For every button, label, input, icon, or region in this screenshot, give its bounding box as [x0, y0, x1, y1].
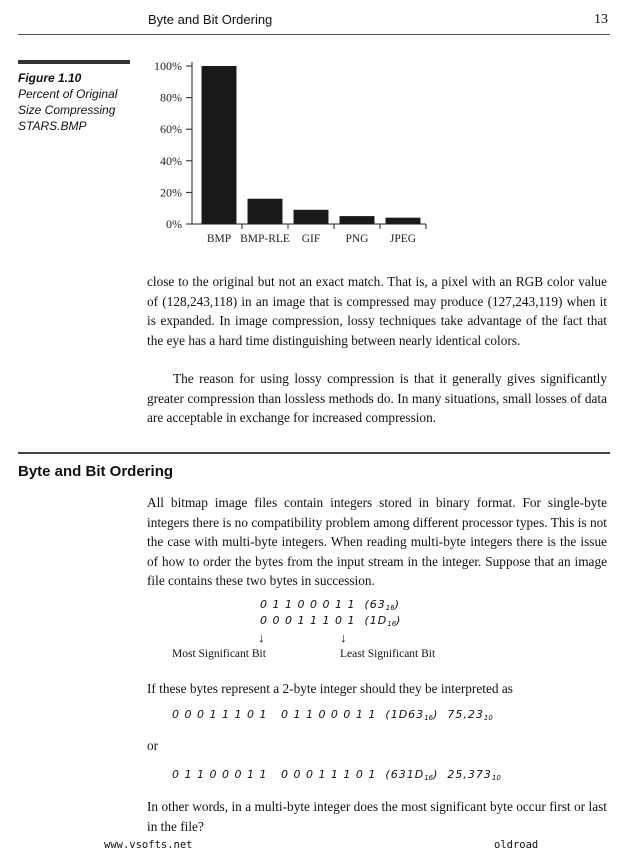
paragraph-lossy-reason: The reason for using lossy compression is that it generally gives significantly greater compression than lossless methods do. In many situations, small losses of data are acceptable in exchange for increased compression. — [147, 371, 607, 425]
section-rule — [18, 452, 610, 454]
msb-label: Most Significant Bit — [172, 648, 266, 660]
byte2-bits: 0 0 0 1 1 1 0 1 — [260, 614, 356, 627]
caption-line: STARS.BMP — [18, 119, 87, 133]
paragraph-byte-order: All bitmap image files contain integers stored in binary format. For single-byte integers there is no compatibility problem among different processor types. This is not the case with multi-byte integers. When reading multi-byte integers there is the issue of how to order the bytes from the input stream in the integer. Suppose that an image file contains these two bytes in succession. — [147, 495, 607, 588]
ex1-dec: 75,23 — [447, 708, 484, 721]
paragraph-question: In other words, in a multi-byte integer does the most significant byte occur first or last in the file? — [147, 799, 607, 834]
arrow-down-icon: ↓ — [340, 630, 347, 645]
y-tick-label: 0% — [166, 217, 182, 231]
byte2-sub: 16 — [387, 620, 397, 628]
or-label: or — [147, 738, 159, 753]
ex1-hex-sub: 16 — [424, 714, 434, 722]
y-tick-label: 20% — [160, 185, 182, 200]
y-tick-label: 100% — [154, 59, 182, 73]
x-tick-label: GIF — [301, 233, 321, 245]
running-header-title: Byte and Bit Ordering — [148, 12, 273, 27]
byte-line-1: 0 1 1 0 0 0 1 1 $(63_{16})$ — [260, 598, 400, 612]
y-tick-label: 60% — [160, 122, 182, 137]
x-tick-label: JPEG — [389, 233, 417, 245]
y-tick-label: 80% — [160, 90, 182, 105]
caption-line: Percent of Original — [18, 87, 118, 101]
ex2-dec-sub: 10 — [491, 774, 501, 782]
x-tick-label: BMP — [206, 233, 232, 245]
paragraph-lossy: close to the original but not an exact match. That is, a pixel with an RGB color value of (128,243,118) in an image that is compressed may produce (127,243,119) when it is expanded. In image compression, lossy techniques take advantage of the fact that the eye has a hard time distinguishing between nearly identical colors. — [147, 274, 607, 348]
bar-chart — [146, 52, 436, 252]
footer-right: oldroad — [494, 839, 539, 851]
byte1-bits: 0 1 1 0 0 0 1 1 — [260, 598, 356, 611]
ex2-hex-sub: 16 — [424, 774, 434, 782]
paragraph-interpret: If these bytes represent a 2-byte integer should they be interpreted as — [147, 681, 513, 696]
lsb-label: Least Significant Bit — [340, 648, 436, 660]
example-2: 0 1 1 0 0 0 1 1 0 0 0 1 1 1 0 1 $(631D_{16})$ $25,373_{10}$ — [172, 768, 501, 782]
arrow-down-icon: ↓ — [258, 630, 265, 645]
byte2-hex: (1D — [364, 614, 388, 627]
figure-caption — [18, 70, 130, 134]
ex2-hex: (631D — [385, 768, 425, 781]
footer-url: www.vsofts.net — [104, 839, 193, 851]
bar-bmp — [202, 66, 237, 224]
section-heading: Byte and Bit Ordering — [18, 463, 174, 480]
x-tick-label: BMP-RLE — [240, 233, 290, 245]
ex2-dec: 25,373 — [447, 768, 492, 781]
byte1-hex: (63 — [364, 598, 386, 611]
header-rule — [18, 34, 610, 35]
caption-bar — [18, 60, 130, 64]
caption-line: Size Compressing — [18, 103, 116, 117]
byte1-sub: 16 — [385, 604, 395, 612]
ex2-bits: 0 1 1 0 0 0 1 1 0 0 0 1 1 1 0 1 — [172, 768, 377, 781]
bar-gif — [294, 210, 329, 224]
bar-jpeg — [386, 218, 421, 224]
byte-line-2: 0 0 0 1 1 1 0 1 $(1D_{16})$ — [260, 614, 402, 628]
bar-bmp-rle — [248, 199, 283, 224]
example-1: 0 0 0 1 1 1 0 1 0 1 1 0 0 0 1 1 $(1D63_{16})$ $75,23_{10}$ — [172, 708, 493, 722]
figure-label: Figure 1.10 — [18, 71, 82, 85]
x-tick-label: PNG — [345, 233, 369, 245]
ex1-bits: 0 0 0 1 1 1 0 1 0 1 1 0 0 0 1 1 — [172, 708, 377, 721]
ex1-dec-sub: 10 — [483, 714, 493, 722]
bar-png — [340, 216, 375, 224]
page-number: 13 — [594, 12, 608, 27]
ex1-hex: (1D63 — [385, 708, 425, 721]
y-tick-label: 40% — [160, 153, 182, 168]
